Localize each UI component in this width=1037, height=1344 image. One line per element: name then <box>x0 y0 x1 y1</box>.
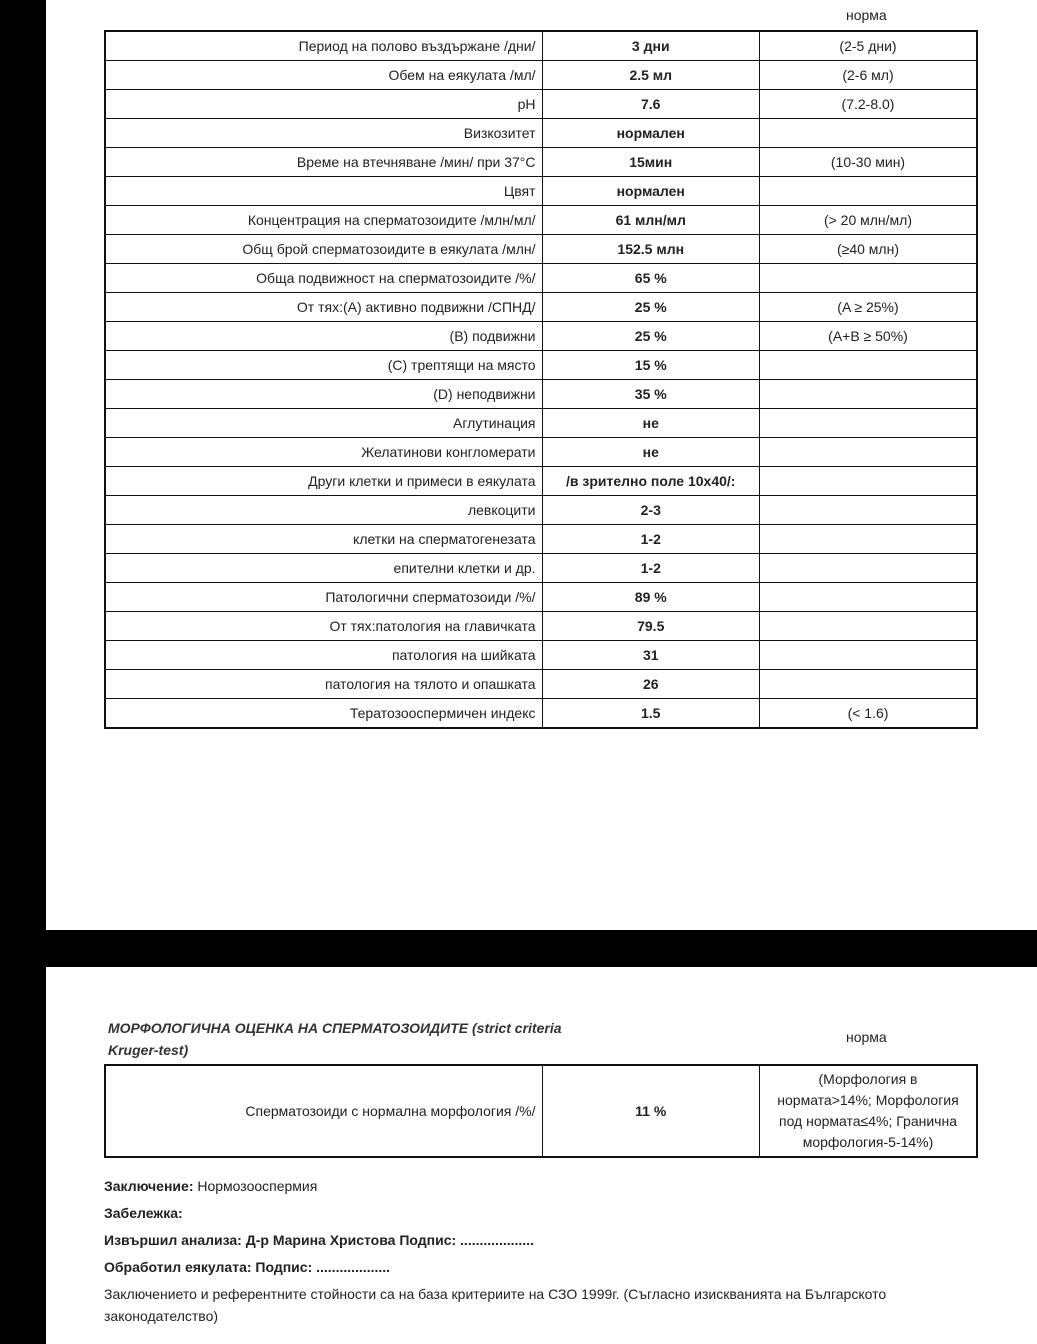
row-label: епителни клетки и др. <box>105 554 542 583</box>
table-row <box>105 177 977 206</box>
row-value: 25 % <box>542 293 759 322</box>
row-norm <box>759 583 977 612</box>
row-value: нормален <box>542 119 759 148</box>
row-value: 152.5 млн <box>542 235 759 264</box>
table-row <box>105 235 977 264</box>
row-value: 3 дни <box>542 31 759 61</box>
row-norm <box>759 670 977 699</box>
remark <box>104 1205 183 1221</box>
norma-header-2: норма <box>846 1029 887 1045</box>
row-value: 35 % <box>542 380 759 409</box>
row-value: 11 % <box>542 1065 759 1157</box>
row-value: нормален <box>542 177 759 206</box>
row-norm <box>759 467 977 496</box>
table-row <box>105 293 977 322</box>
row-label: Период на полово въздържане /дни/ <box>105 31 542 61</box>
table-row <box>105 31 977 61</box>
report-page-1 <box>46 0 1037 930</box>
processed-by-text: Обработил еякулата: Подпис: ................... <box>104 1259 391 1275</box>
table-row <box>105 467 977 496</box>
row-value: 2-3 <box>542 496 759 525</box>
table-row <box>105 409 977 438</box>
table-row <box>105 264 977 293</box>
row-label: (C) трептящи на място <box>105 351 542 380</box>
row-label: Общ брой сперматозоидите в еякулата /млн/ <box>105 235 542 264</box>
row-norm: (A+B ≥ 50%) <box>759 322 977 351</box>
row-label: (B) подвижни <box>105 322 542 351</box>
row-value: 15мин <box>542 148 759 177</box>
row-label: патология на шийката <box>105 641 542 670</box>
row-norm: (7.2-8.0) <box>759 90 977 119</box>
table-row <box>105 612 977 641</box>
morphology-table <box>104 1064 978 1158</box>
row-value: 89 % <box>542 583 759 612</box>
row-norm: (2-6 мл) <box>759 61 977 90</box>
performed-by <box>104 1232 534 1248</box>
table-row <box>105 90 977 119</box>
table-row <box>105 641 977 670</box>
table-row <box>105 322 977 351</box>
table-row <box>105 351 977 380</box>
row-norm: (≥40 млн) <box>759 235 977 264</box>
conclusion-label: Заключение: <box>104 1178 194 1194</box>
row-label: Цвят <box>105 177 542 206</box>
row-norm: (< 1.6) <box>759 699 977 729</box>
row-norm <box>759 641 977 670</box>
row-label: pH <box>105 90 542 119</box>
row-value: /в зрително поле 10х40/: <box>542 467 759 496</box>
row-norm <box>759 119 977 148</box>
conclusion <box>104 1178 317 1194</box>
row-value: не <box>542 409 759 438</box>
row-label: Сперматозоиди с нормална морфология /%/ <box>105 1065 542 1157</box>
table-row <box>105 206 977 235</box>
row-label: Визкозитет <box>105 119 542 148</box>
row-value: 1.5 <box>542 699 759 729</box>
row-label: Концентрация на сперматозоидите /млн/мл/ <box>105 206 542 235</box>
row-norm <box>759 409 977 438</box>
semen-analysis-table <box>104 30 978 729</box>
row-norm <box>759 380 977 409</box>
table-row <box>105 148 977 177</box>
norma-header: норма <box>846 7 887 23</box>
row-value: не <box>542 438 759 467</box>
row-norm: (10-30 мин) <box>759 148 977 177</box>
row-value: 15 % <box>542 351 759 380</box>
row-norm <box>759 264 977 293</box>
row-value: 25 % <box>542 322 759 351</box>
row-value: 1-2 <box>542 554 759 583</box>
row-norm <box>759 496 977 525</box>
row-norm <box>759 177 977 206</box>
row-norm <box>759 351 977 380</box>
row-label: Аглутинация <box>105 409 542 438</box>
row-norm <box>759 554 977 583</box>
processed-by <box>104 1259 390 1275</box>
table-row <box>105 438 977 467</box>
table-row <box>105 554 977 583</box>
row-norm: (Морфология в нормата>14%; Морфология под нормата≤4%; Гранична морфология-5-14%) <box>759 1065 977 1157</box>
row-label: От тях:(A) активно подвижни /СПНД/ <box>105 293 542 322</box>
row-label: Обща подвижност на сперматозоидите /%/ <box>105 264 542 293</box>
row-label: Други клетки и примеси в еякулата <box>105 467 542 496</box>
conclusion-value: Нормозооспермия <box>197 1178 318 1194</box>
row-label: Патологични сперматозоиди /%/ <box>105 583 542 612</box>
remark-label: Забележка: <box>104 1205 183 1221</box>
row-value: 2.5 мл <box>542 61 759 90</box>
table-row <box>105 61 977 90</box>
table-row <box>105 699 977 729</box>
row-norm: (2-5 дни) <box>759 31 977 61</box>
row-norm <box>759 612 977 641</box>
morphology-title: МОРФОЛОГИЧНА ОЦЕНКА НА СПЕРМАТОЗОИДИТЕ (strict criteria Kruger-test) <box>108 1020 562 1058</box>
row-norm: (A ≥ 25%) <box>759 293 977 322</box>
table-row <box>105 496 977 525</box>
row-label: левкоцити <box>105 496 542 525</box>
table-row <box>105 119 977 148</box>
row-label: От тях:патология на главичката <box>105 612 542 641</box>
row-value: 61 млн/мл <box>542 206 759 235</box>
row-value: 1-2 <box>542 525 759 554</box>
row-label: Обем на еякулата /мл/ <box>105 61 542 90</box>
table-row <box>105 583 977 612</box>
row-value: 26 <box>542 670 759 699</box>
row-norm <box>759 525 977 554</box>
row-norm: (> 20 млн/мл) <box>759 206 977 235</box>
row-label: Тератозооспермичен индекс <box>105 699 542 729</box>
table-row <box>105 525 977 554</box>
row-value: 65 % <box>542 264 759 293</box>
row-label: (D) неподвижни <box>105 380 542 409</box>
row-value: 79.5 <box>542 612 759 641</box>
report-page-2 <box>46 967 1037 1344</box>
row-label: Време на втечняване /мин/ при 37°C <box>105 148 542 177</box>
table-row <box>105 380 977 409</box>
row-label: Желатинови конгломерати <box>105 438 542 467</box>
row-label: патология на тялото и опашката <box>105 670 542 699</box>
performed-by-text: Извършил анализа: Д-р Марина Христова Подпис: ................... <box>104 1232 534 1248</box>
row-value: 7.6 <box>542 90 759 119</box>
table-row <box>105 670 977 699</box>
table-row <box>105 1065 977 1157</box>
row-value: 31 <box>542 641 759 670</box>
footer-note: Заключението и референтните стойности са на база критериите на СЗО 1999г. (Съгласно изискванията на Българското законодателство) <box>104 1286 887 1324</box>
row-label: клетки на сперматогенезата <box>105 525 542 554</box>
row-norm <box>759 438 977 467</box>
